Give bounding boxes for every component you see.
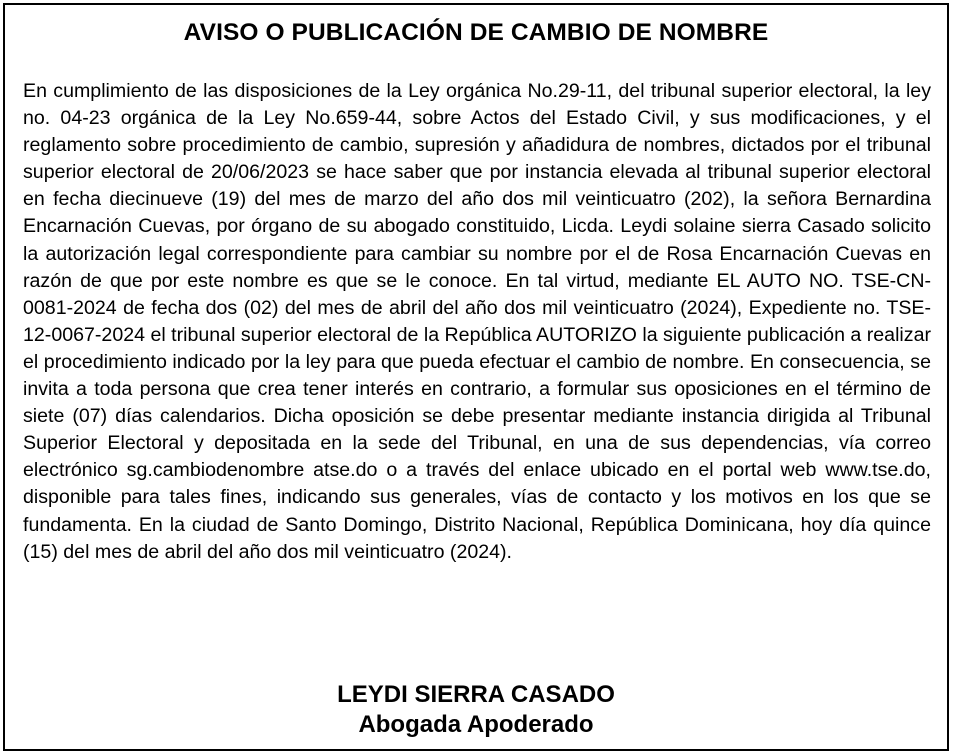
signature-role: Abogada Apoderado <box>358 711 594 738</box>
notice-title: AVISO O PUBLICACIÓN DE CAMBIO DE NOMBRE <box>183 19 769 46</box>
signature-name: LEYDI SIERRA CASADO <box>337 681 615 708</box>
notice-frame <box>3 3 949 751</box>
notice-body: En cumplimiento de las disposiciones de la Ley orgánica No.29-11, del tribunal superior electoral, la ley no. 04-23 orgánica de la Ley No.659-44, sobre Actos del Estado Civil, y sus modificaciones, y el reglamento sobre procedimiento de cambio, supresión y añadidura de nombres, dictados por el tribunal superior electoral de 20/06/2023 se hace saber que por instancia elevada al tribunal superior electoral en fecha diecinueve (19) del mes de marzo del año dos mil veinticuatro (202), la señora Bernardina Encarnación Cuevas, por órgano de su abogado constituido, Licda. Leydi solaine sierra Casado solicito la autorización legal correspondiente para cambiar su nombre por el de Rosa Encarnación Cuevas en razón de que por este nombre es que se le conoce. En tal virtud, mediante EL AUTO NO. TSE-CN-0081-2024 de fecha dos (02) del mes de abril del año dos mil veinticuatro (2024), Expediente no. TSE-12-0067-2024 el tribunal superior electoral de la República AUTORIZO la siguiente publicación a realizar el procedimiento indicado por la ley para que pueda efectuar el cambio de nombre. En consecuencia, se invita a toda persona que crea tener interés en contrario, a formular sus oposiciones en el término de siete (07) días calendarios. Dicha oposición se debe presentar mediante instancia dirigida al Tribunal Superior Electoral y depositada en la sede del Tribunal, en una de sus dependencias, vía correo electrónico sg.cambiodenombre atse.do o a través del enlace ubicado en el portal web www.tse.do, disponible para tales fines, indicando sus generales, vías de contacto y los motivos en los que se fundamenta. En la ciudad de Santo Domingo, Distrito Nacional, República Dominicana, hoy día quince (15) del mes de abril del año dos mil veinticuatro (2024). <box>23 80 931 563</box>
